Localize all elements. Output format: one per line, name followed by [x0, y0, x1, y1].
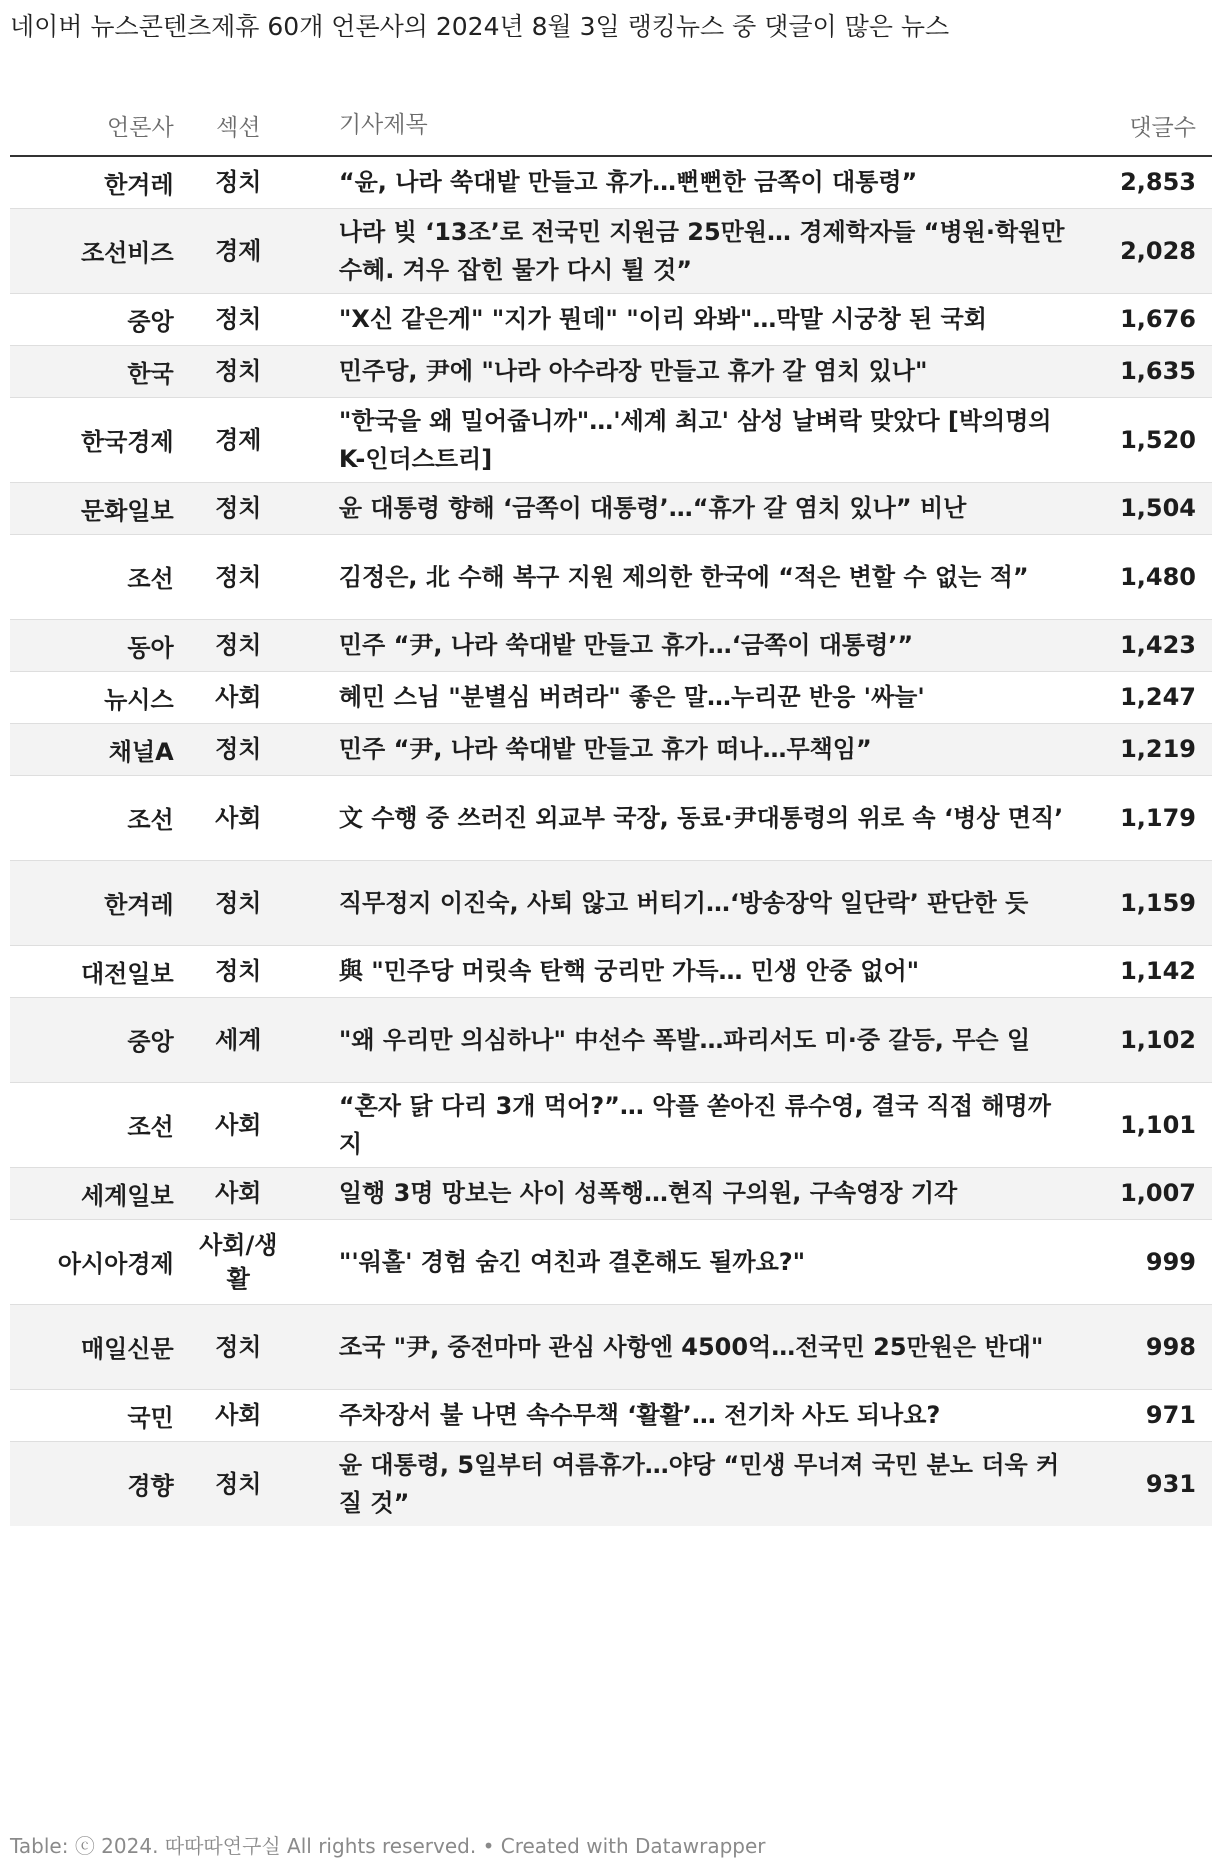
- comments-cell: 1,007: [1069, 1167, 1212, 1219]
- headline-cell: 김정은, 北 수해 복구 지원 제의한 한국에 “적은 변할 수 없는 적”: [297, 534, 1069, 619]
- headline-cell: 윤 대통령, 5일부터 여름휴가…야당 “민생 무너져 국민 분노 더욱 커질 것”: [297, 1441, 1069, 1526]
- press-cell: 한겨레: [10, 860, 180, 945]
- section-cell: [180, 156, 297, 208]
- comments-cell: 971: [1069, 1389, 1212, 1441]
- comments-cell: 2,853: [1120, 168, 1196, 197]
- section-label: 정치: [215, 631, 262, 659]
- comments-cell: 1,504: [1069, 482, 1212, 534]
- comments-cell: 1,179: [1069, 775, 1212, 860]
- headline-cell: 나라 빚 ‘13조’로 전국민 지원금 25만원… 경제학자들 “병원·학원만 수혜. 겨우 잡힌 물가 다시 튈 것”: [297, 208, 1069, 293]
- table-row: [10, 1304, 1212, 1389]
- column-header-section: 섹션: [180, 95, 297, 156]
- press-cell: 중앙: [10, 997, 180, 1082]
- section-cell: [180, 293, 297, 345]
- section-cell: [180, 482, 297, 534]
- section-cell: [180, 345, 297, 397]
- press-cell: 아시아경제: [10, 1219, 180, 1304]
- section-label: 정치: [215, 305, 262, 333]
- section-cell: [180, 775, 297, 860]
- headline-cell: 민주 “尹, 나라 쑥대밭 만들고 휴가…‘금쪽이 대통령’”: [297, 619, 1069, 671]
- table-row: [10, 775, 1212, 860]
- comments-cell: 1,676: [1069, 293, 1212, 345]
- section-cell: [180, 1167, 297, 1219]
- comments-cell: 2,028: [1069, 208, 1212, 293]
- section-label: 정치: [215, 357, 262, 385]
- comments-cell: 999: [1069, 1219, 1212, 1304]
- section-label: 사회: [215, 803, 262, 832]
- press-cell: 국민: [10, 1389, 180, 1441]
- column-header-press: 언론사: [10, 95, 180, 156]
- section-label: 사회: [215, 1179, 262, 1207]
- press-cell: 채널A: [10, 723, 180, 775]
- table-row: [10, 156, 1212, 208]
- section-label: 정치: [215, 1332, 262, 1361]
- table-header-row: [10, 95, 1212, 156]
- headline-cell: 조국 "尹, 중전마마 관심 사항엔 4500억…전국민 25만원은 반대": [297, 1304, 1069, 1389]
- section-cell: [180, 945, 297, 997]
- headline-cell: “혼자 닭 다리 3개 먹어?”… 악플 쏟아진 류수영, 결국 직접 해명까지: [297, 1082, 1069, 1167]
- section-cell: [180, 860, 297, 945]
- comments-cell: 1,219: [1069, 723, 1212, 775]
- comments-cell: 1,635: [1069, 345, 1212, 397]
- table-row: [10, 945, 1212, 997]
- section-label: 사회: [215, 1110, 262, 1139]
- headline-cell: 일행 3명 망보는 사이 성폭행…현직 구의원, 구속영장 기각: [297, 1167, 1069, 1219]
- section-label: 정치: [215, 957, 262, 985]
- comments-cell: 1,159: [1069, 860, 1212, 945]
- table-row: [10, 860, 1212, 945]
- table-row: [10, 208, 1212, 293]
- comments-cell: 1,142: [1069, 945, 1212, 997]
- section-cell: [180, 1389, 297, 1441]
- section-cell: [180, 723, 297, 775]
- column-header-headline: 기사제목: [297, 95, 1069, 156]
- section-cell: [180, 997, 297, 1082]
- table-row: [10, 671, 1212, 723]
- press-cell: 대전일보: [10, 945, 180, 997]
- headline-cell: 직무정지 이진숙, 사퇴 않고 버티기…‘방송장악 일단락’ 판단한 듯: [297, 860, 1069, 945]
- chart-footer: Table: ⓒ 2024. 따따따연구실 All rights reserved. • Created with Datawrapper: [10, 1834, 766, 1858]
- comments-cell: 931: [1069, 1441, 1212, 1526]
- section-label: 세계: [215, 1025, 262, 1054]
- section-label: 경제: [215, 236, 262, 265]
- chart-title: 네이버 뉴스콘텐츠제휴 60개 언론사의 2024년 8월 3일 랭킹뉴스 중 댓글이 많은 뉴스: [10, 12, 950, 41]
- headline-cell: "한국을 왜 밀어줍니까"…'세계 최고' 삼성 날벼락 맞았다 [박의명의 K-인더스트리]: [297, 397, 1069, 482]
- press-cell: 경향: [10, 1441, 180, 1526]
- headline-cell: "'워홀' 경험 숨긴 여친과 결혼해도 될까요?": [297, 1219, 1069, 1304]
- press-cell: 매일신문: [10, 1304, 180, 1389]
- press-cell: 한국: [10, 345, 180, 397]
- table-row: [10, 1167, 1212, 1219]
- headline-cell: "X신 같은게" "지가 뭔데" "이리 와봐"…막말 시궁창 된 국회: [297, 293, 1069, 345]
- ranking-table: [10, 95, 1212, 1526]
- table-row: [10, 723, 1212, 775]
- comments-cell: 1,520: [1069, 397, 1212, 482]
- table-row: [10, 1082, 1212, 1167]
- headline-cell: "왜 우리만 의심하나" 中선수 폭발…파리서도 미·중 갈등, 무슨 일: [297, 997, 1069, 1082]
- table-row: [10, 619, 1212, 671]
- section-label: 정치: [215, 888, 262, 917]
- press-cell: 뉴시스: [10, 671, 180, 723]
- section-label: 정치: [215, 735, 262, 763]
- section-cell: [180, 208, 297, 293]
- headline-cell: 與 "민주당 머릿속 탄핵 궁리만 가득… 민생 안중 없어": [297, 945, 1069, 997]
- section-label: 정치: [215, 168, 262, 197]
- press-cell: 조선: [10, 775, 180, 860]
- comments-cell: 1,102: [1069, 997, 1212, 1082]
- press-cell: 문화일보: [10, 482, 180, 534]
- section-cell: [180, 1082, 297, 1167]
- press-cell: 세계일보: [10, 1167, 180, 1219]
- table-body: [10, 156, 1212, 1526]
- section-label: 정치: [215, 1469, 262, 1498]
- table-row: [10, 482, 1212, 534]
- press-cell: 동아: [10, 619, 180, 671]
- headline-cell: 민주 “尹, 나라 쑥대밭 만들고 휴가 떠나…무책임”: [297, 723, 1069, 775]
- press-cell: 조선비즈: [10, 208, 180, 293]
- section-cell: [180, 619, 297, 671]
- section-label: 사회: [215, 683, 262, 711]
- headline-cell: 민주당, 尹에 "나라 아수라장 만들고 휴가 갈 염치 있나": [297, 345, 1069, 397]
- table-row: [10, 397, 1212, 482]
- section-cell: [180, 671, 297, 723]
- section-label: 사회: [215, 1401, 262, 1429]
- comments-cell: 1,101: [1069, 1082, 1212, 1167]
- section-cell: [180, 534, 297, 619]
- table-row: [10, 293, 1212, 345]
- section-cell: [180, 1304, 297, 1389]
- section-cell: [180, 1219, 297, 1304]
- headline-cell: 혜민 스님 "분별심 버려라" 좋은 말…누리꾼 반응 '싸늘': [297, 671, 1069, 723]
- press-cell: 조선: [10, 534, 180, 619]
- headline-cell: “윤, 나라 쑥대밭 만들고 휴가…뻔뻔한 금쪽이 대통령”: [338, 168, 918, 197]
- press-cell: 한겨레: [104, 170, 174, 199]
- section-cell: [180, 397, 297, 482]
- headline-cell: 윤 대통령 향해 ‘금쪽이 대통령’…“휴가 갈 염치 있나” 비난: [297, 482, 1069, 534]
- section-label: 정치: [215, 562, 262, 591]
- press-cell: 한국경제: [10, 397, 180, 482]
- table-row: [10, 997, 1212, 1082]
- section-label: 정치: [215, 494, 262, 522]
- table-row: [10, 1441, 1212, 1526]
- table-row: [10, 534, 1212, 619]
- table-row: [10, 345, 1212, 397]
- headline-cell: 文 수행 중 쓰러진 외교부 국장, 동료·尹대통령의 위로 속 ‘병상 면직’: [297, 775, 1069, 860]
- section-label: 경제: [215, 425, 262, 454]
- comments-cell: 998: [1069, 1304, 1212, 1389]
- table-row: [10, 1389, 1212, 1441]
- section-cell: [180, 1441, 297, 1526]
- section-label: 사회/생활: [199, 1230, 278, 1293]
- column-header-comments: 댓글수: [1069, 95, 1212, 156]
- comments-cell: 1,480: [1069, 534, 1212, 619]
- comments-cell: 1,423: [1069, 619, 1212, 671]
- table-row: [10, 1219, 1212, 1304]
- comments-cell: 1,247: [1069, 671, 1212, 723]
- press-cell: 중앙: [10, 293, 180, 345]
- press-cell: 조선: [10, 1082, 180, 1167]
- headline-cell: 주차장서 불 나면 속수무책 ‘활활’… 전기차 사도 되나요?: [297, 1389, 1069, 1441]
